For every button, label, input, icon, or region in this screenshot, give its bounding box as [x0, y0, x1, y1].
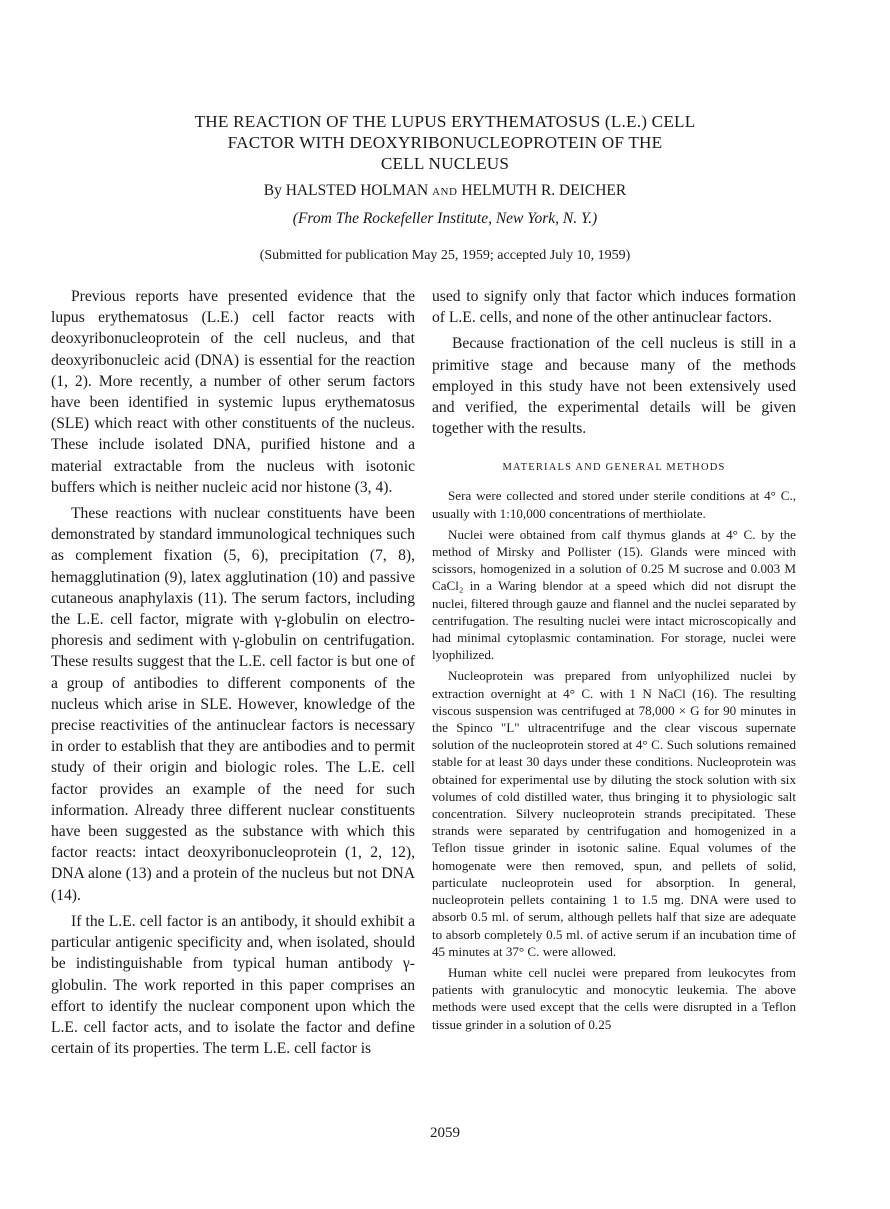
author-name: HELMUTH R. DEICHER [461, 182, 627, 199]
article-title [100, 111, 790, 174]
title-line: CELL NUCLEUS [380, 154, 510, 173]
body-paragraph: These reactions with nuclear constituents have been demonstrated by standard immunological techniques such as complement fixation (5, 6), precipitation (7, 8), hemagglutination (9), latex agglutination (10) and passive cutaneous anaphylaxis (11). The serum factors, including the L.E. cell factor, migrate with γ-globulin on electrophoresis and sediment with γ-globulin on centrifugation. These results suggest that the L.E. cell factor is but one of a group of antibodies to different components of the nucleus which arise in SLE. However, knowledge of the precise reactivities of the antinuclear factors is necessary in order to establish that they are antibodies and to permit study of their origin and biologic roles. The L.E. cell factor provides an example of the need for such information. Already three different nuclear constituents have been suggested as the substance with which this factor reacts: intact deoxyribonucleoprotein (1, 2, 12), DNA alone (13) and a protein of the nucleus but not DNA (14). [51, 505, 415, 904]
body-paragraph: If the L.E. cell factor is an antibody, it should exhibit a particular antigenic specificity and, when isolated, should be indistinguishable from typical human antibody γ-globulin. The work reported in this paper comprises an effort to identify the nuclear component upon which the L.E. cell factor acts, and to isolate the factor and define certain of its properties. The term L.E. cell factor is [51, 912, 415, 1058]
left-column [51, 286, 415, 1064]
title-line: FACTOR WITH DEOXYRIBONUCLEOPROTEIN OF THE [227, 133, 663, 152]
and-label: AND [432, 186, 458, 198]
methods-paragraph: Nucleoprotein was prepared from unlyophilized nuclei by extraction overnight at 4° C. with 1 N NaCl (16). The resulting viscous suspension was centrifuged at 78,000 × G for 90 minutes in the Spinco "L" ultracentrifuge and the clear viscous supernate solution of the nucleoprotein stored at 4° C. Such solutions remained stable for at least 30 days under these conditions. Nucleoprotein was obtained for experimental use by diluting the stock solution with six volumes of cold distilled water, thus bringing it to physiologic salt concentration. Silvery nucleoprotein strands precipitated. These strands were separated by centrifugation and homogenized in a Teflon tissue grinder in isotonic saline. Equal volumes of the homogenate were then removed, spun, and pellets of solid, particulate nucleoprotein used for absorption. In general, nucleoprotein pellets containing 1 to 1.5 mg. DNA were used to absorb 0.5 ml. of serum, although pellets half that size are adequate to absorb completely 0.5 ml. of active serum if an incubation time of 45 minutes at 37° C. were allowed. [432, 668, 796, 959]
methods-paragraph: Sera were collected and stored under sterile conditions at 4° C., usually with 1:10,000 concentrations of merthiolate. [432, 488, 796, 521]
page-number: 2059 [430, 1125, 460, 1141]
affiliation: (From The Rockefeller Institute, New York, N. Y.) [292, 210, 598, 227]
methods-paragraph: Human white cell nuclei were prepared from leukocytes from patients with granulocytic and monocytic leukemia. The above methods were used except that the cells were disrupted in a Teflon tissue grinder in a solution of 0.25 [432, 964, 796, 1032]
submission-dates: (Submitted for publication May 25, 1959; accepted July 10, 1959) [259, 248, 631, 263]
body-paragraph: Previous reports have presented evidence that the lupus erythematosus (L.E.) cell factor reacts with deoxyribonucleoprotein of the cell nucleus, and that deoxyribonucleic acid (DNA) is essential for the reaction (1, 2). More recently, a number of other serum factors have been identified in systemic lupus erythematosus (SLE) which react with other constituents of the nucleus. These include isolated DNA, purified histone and a material extractable from the nucleus with isotonic buffers which is neither nucleic acid nor histone (3, 4). [51, 288, 415, 496]
right-column [432, 286, 796, 1037]
body-paragraph: Because fractionation of the cell nucleus is still in a primitive stage and because many of the methods employed in this study have not been extensively used and verified, the experimental details will be given together with the results. [432, 335, 796, 438]
methods-paragraph: Nuclei were obtained from calf thymus glands at 4° C. by the method of Mirsky and Pollister (15). Glands were minced with scissors, homogenized in a solution of 0.25 M sucrose and 0.003 M CaCl₂ in a Waring blendor at a speed which did not disrupt the nuclei, filtered through gauze and flannel and the nuclei separated by centrifugation. The resulting nuclei were intact microscopically and had minimal cytoplasmic contamination. For storage, nuclei were lyophilized. [432, 526, 796, 663]
author-line [0, 181, 890, 202]
body-paragraph-continuation: used to signify only that factor which induces formation of L.E. cells, and none of the other antinuclear factors. [432, 288, 796, 327]
author-name: HALSTED HOLMAN [285, 182, 429, 199]
title-line: THE REACTION OF THE LUPUS ERYTHEMATOSUS (L.E.) CELL [194, 112, 696, 131]
section-heading: MATERIALS AND GENERAL METHODS [502, 462, 726, 474]
by-label: By [263, 182, 282, 199]
